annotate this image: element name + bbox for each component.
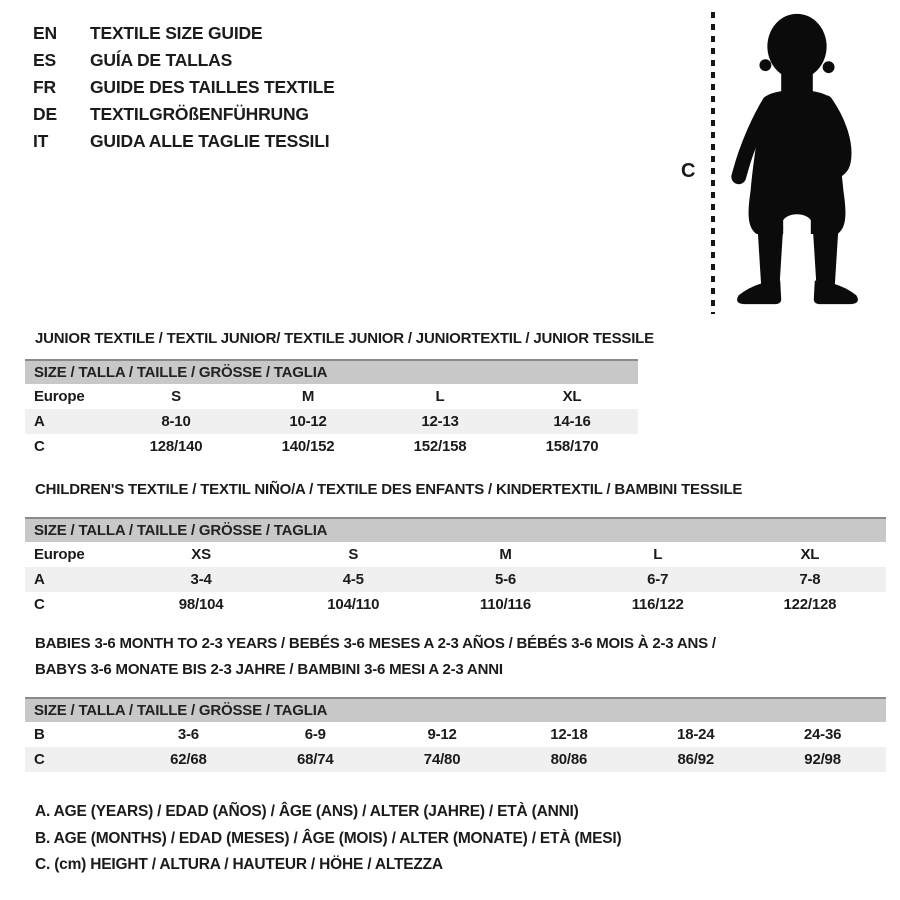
age-cell: 6-7 <box>647 571 669 588</box>
height-cell: 98/104 <box>178 596 224 613</box>
toddler-silhouette-image <box>718 6 876 310</box>
junior-title-text: JUNIOR TEXTILE / TEXTIL JUNIOR/ TEXTILE JUNIOR / JUNIORTEXTIL / JUNIOR TESSILE <box>35 330 654 347</box>
size-header-text: SIZE / TALLA / TAILLE / GRÖSSE / TAGLIA <box>34 364 328 381</box>
lang-row-de <box>33 101 335 128</box>
table-row <box>25 567 886 592</box>
age-cell: 4-5 <box>342 571 364 588</box>
size-cell: XS <box>191 546 211 563</box>
guide-title-en: TEXTILE SIZE GUIDE <box>90 23 263 43</box>
measurement-legend <box>35 799 621 879</box>
height-cell: 116/122 <box>631 596 684 613</box>
age-cell: 8-10 <box>161 413 191 430</box>
age-cell: 10-12 <box>289 413 327 430</box>
lang-code: EN <box>33 23 57 43</box>
size-cell: S <box>171 388 181 405</box>
height-cell: 68/74 <box>296 751 334 768</box>
children-title-text: CHILDREN'S TEXTILE / TEXTIL NIÑO/A / TEXTILE DES ENFANTS / KINDERTEXTIL / BAMBINI TESSILE <box>35 481 743 498</box>
height-measure-dashed-line <box>711 12 715 314</box>
height-cell: 74/80 <box>423 751 461 768</box>
babies-title-line2: BABYS 3-6 MONATE BIS 2-3 JAHRE / BAMBINI 3-6 MESI A 2-3 ANNI <box>35 661 503 678</box>
lang-row-en <box>33 20 335 47</box>
size-cell: L <box>435 388 445 405</box>
age-cell: 3-4 <box>190 571 212 588</box>
height-cell: 92/98 <box>804 751 841 768</box>
lang-row-fr <box>33 74 335 101</box>
height-cell: 158/170 <box>545 438 599 455</box>
height-cell: 122/128 <box>783 596 837 613</box>
guide-title-es: GUÍA DE TALLAS <box>90 50 233 70</box>
lang-code: FR <box>33 77 56 97</box>
size-cell: M <box>301 388 315 405</box>
table-row <box>25 384 638 409</box>
legend-age-years: A. AGE (YEARS) / EDAD (AÑOS) / ÂGE (ANS) / ALTER (JAHRE) / ETÀ (ANNI) <box>35 803 579 820</box>
age-cell: 9-12 <box>427 726 457 743</box>
table-row <box>25 592 886 617</box>
height-cell: 110/116 <box>479 596 532 613</box>
height-measure-label: C <box>681 160 696 182</box>
height-cell: 128/140 <box>149 438 203 455</box>
guide-title-fr: GUIDE DES TAILLES TEXTILE <box>90 77 335 97</box>
row-label: C <box>34 751 45 768</box>
size-cell: XL <box>800 546 820 563</box>
size-cell: S <box>348 546 359 563</box>
table-row <box>25 434 638 459</box>
age-cell: 12-18 <box>550 726 588 743</box>
size-cell: XL <box>562 388 582 405</box>
lang-code: ES <box>33 50 56 70</box>
lang-row-it <box>33 128 335 155</box>
age-cell: 3-6 <box>177 726 199 743</box>
lang-code: DE <box>33 104 57 124</box>
height-cell: 104/110 <box>327 596 380 613</box>
row-label: Europe <box>34 546 85 563</box>
children-section-title <box>35 477 742 503</box>
table-row <box>25 542 886 567</box>
babies-size-table <box>25 697 886 772</box>
legend-age-months: B. AGE (MONTHS) / EDAD (MESES) / ÂGE (MOIS) / ALTER (MONATE) / ETÀ (MESI) <box>35 829 622 847</box>
size-cell: L <box>653 546 663 563</box>
row-label: B <box>34 726 45 743</box>
junior-size-table <box>25 359 638 459</box>
babies-size-header-bar <box>25 697 886 722</box>
age-cell: 5-6 <box>494 571 517 588</box>
height-cell: 86/92 <box>677 751 715 768</box>
lang-row-es <box>33 47 335 74</box>
height-cell: 62/68 <box>170 751 207 768</box>
table-row <box>25 409 638 434</box>
size-header-text: SIZE / TALLA / TAILLE / GRÖSSE / TAGLIA <box>34 522 328 539</box>
age-cell: 14-16 <box>553 413 591 430</box>
language-legend <box>33 20 335 155</box>
children-size-table <box>25 517 886 617</box>
size-cell: M <box>499 546 512 563</box>
guide-title-de: TEXTILGRÖßENFÜHRUNG <box>90 104 309 124</box>
row-label: C <box>34 438 45 455</box>
height-cell: 140/152 <box>281 438 335 455</box>
legend-height-cm: C. (cm) HEIGHT / ALTURA / HAUTEUR / HÖHE / ALTEZZA <box>35 856 443 873</box>
junior-size-header-bar <box>25 359 638 384</box>
age-cell: 7-8 <box>799 571 821 588</box>
babies-section-title <box>35 631 716 683</box>
age-cell: 12-13 <box>421 413 459 430</box>
height-cell: 80/86 <box>550 751 588 768</box>
table-row <box>25 747 886 772</box>
row-label: Europe <box>34 388 85 405</box>
row-label: A <box>34 571 45 588</box>
age-cell: 24-36 <box>803 726 842 743</box>
age-cell: 18-24 <box>677 726 715 743</box>
children-size-header-bar <box>25 517 886 542</box>
table-row <box>25 722 886 747</box>
babies-title-line1: BABIES 3-6 MONTH TO 2-3 YEARS / BEBÉS 3-6 MESES A 2-3 AÑOS / BÉBÉS 3-6 MOIS À 2-3 ANS / <box>35 635 716 652</box>
height-cell: 152/158 <box>413 438 467 455</box>
age-cell: 6-9 <box>304 726 326 743</box>
size-header-text: SIZE / TALLA / TAILLE / GRÖSSE / TAGLIA <box>34 702 328 719</box>
row-label: C <box>34 596 45 613</box>
lang-code: IT <box>33 131 49 151</box>
junior-section-title <box>35 326 654 352</box>
guide-title-it: GUIDA ALLE TAGLIE TESSILI <box>90 131 330 151</box>
row-label: A <box>34 413 45 430</box>
